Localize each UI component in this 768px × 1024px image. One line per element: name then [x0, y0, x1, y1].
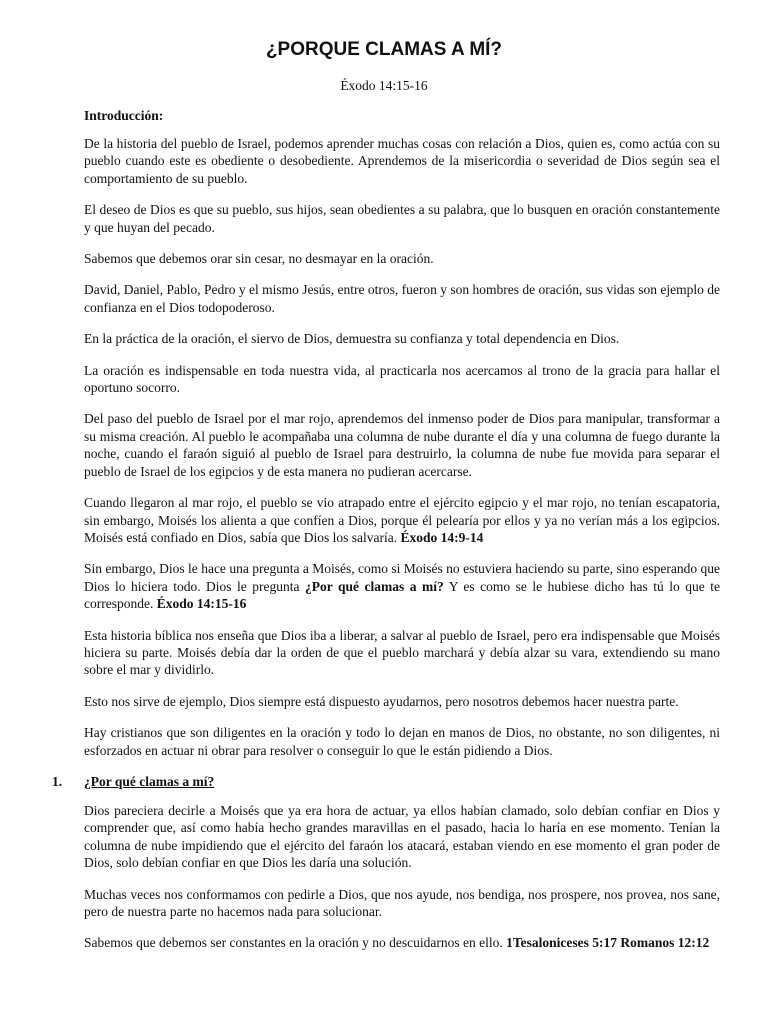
intro-paragraph-8: Cuando llegaron al mar rojo, el pueblo se vio atrapado entre el ejército egipcio y el mar rojo, no tenían escapatoria, sin embargo, Moisés los alienta a que confíen a Dios, porque él pelearía por ellos y ya no verían más a los egipcios. Moisés está confiado en Dios, sabía que Dios los salvaría. Éxodo 14:9-14	[84, 495, 720, 545]
intro-heading: Introducción:	[84, 108, 164, 123]
intro-paragraph-12: Hay cristianos que son diligentes en la oración y todo lo dejan en manos de Dios, no obstante, no son diligentes, ni esforzados en actuar ni obrar para resolver o conseguir lo que le están pidiendo a Dios.	[84, 725, 720, 758]
section-number: 1.	[52, 773, 63, 789]
intro-paragraph-4: David, Daniel, Pablo, Pedro y el mismo Jesús, entre otros, fueron y son hombres de oración, sus vidas son ejemplo de confianza en el Dios todopoderoso.	[84, 282, 720, 315]
section-1-paragraph-2: Muchas veces nos conformamos con pedirle a Dios, que nos ayude, nos bendiga, nos prospere, nos provea, nos sane, pero de nuestra parte no hacemos nada para solucionar.	[84, 886, 720, 919]
section-1-paragraph-3: Sabemos que debemos ser constantes en la oración y no descuidarnos en ello. 1Tesaloniceses 5:17 Romanos 12:12	[84, 935, 710, 951]
intro-paragraph-1: De la historia del pueblo de Israel, podemos aprender muchas cosas con relación a Dios, quien es, como actúa con su pueblo cuando este es obediente o desobediente. Aprendemos de la misericordia o severidad de Dios según sea el comportamiento de su pueblo.	[84, 136, 720, 186]
intro-paragraph-7: Del paso del pueblo de Israel por el mar rojo, aprendemos del inmenso poder de Dios para manipular, transformar a su misma creación. Al pueblo le acompañaba una columna de nube durante el día y una columna de fuego durante la noche, cuando el faraón siguió al pueblo de Israel para destruirlo, la columna de nube fue movida para separar el pueblo de Israel de los egipcios y de esta manera no pudieran acercarse.	[84, 411, 720, 479]
intro-paragraph-10: Esta historia bíblica nos enseña que Dios iba a liberar, a salvar al pueblo de Israel, pero era indispensable que Moisés hiciera su parte. Moisés debía dar la orden de que el pueblo marchará y debía alzar su vara, extendiendo su mano sobre el mar y dividirlo.	[84, 627, 720, 678]
section-1-heading	[52, 773, 720, 790]
quoted-question: ¿Por qué clamas a mí?	[305, 578, 444, 594]
section-1-paragraph-1: Dios pareciera decirle a Moisés que ya era hora de actuar, ya ellos habían clamado, solo debían confiar en Dios y comprender que, así como había hecho grandes maravillas en el pasado, hacia lo haría en ese momento. Tenían la columna de nube impidiendo que el ejército del faraón los atacará, estaban viendo en ese momento el gran poder de Dios, solo debían confiar en que Dios les daría una solución.	[84, 802, 720, 871]
intro-paragraph-3: Sabemos que debemos orar sin cesar, no desmayar en la oración.	[84, 251, 434, 267]
intro-paragraph-2: El deseo de Dios es que su pueblo, sus hijos, sean obedientes a su palabra, que lo busquen en oración constantemente y que huyan del pecado.	[84, 202, 720, 235]
intro-paragraph-5: En la práctica de la oración, el siervo de Dios, demuestra su confianza y total dependencia en Dios.	[84, 331, 620, 347]
scripture-reference: Éxodo 14:15-16	[340, 78, 428, 93]
intro-paragraph-9: Sin embargo, Dios le hace una pregunta a Moisés, como si Moisés no estuviera haciendo su parte, sino esperando que Dios lo hiciera todo. Dios le pregunta ¿Por qué clamas a mí? Y es como se le hubiese dicho has tú lo que te corresponde. Éxodo 14:15-16	[84, 561, 720, 612]
bible-reference: 1Tesaloniceses 5:17 Romanos 12:12	[506, 935, 710, 951]
page-title: ¿PORQUE CLAMAS A MÍ?	[265, 39, 503, 60]
intro-paragraph-11: Esto nos sirve de ejemplo, Dios siempre está dispuesto ayudarnos, pero nosotros debemos hacer nuestra parte.	[84, 693, 679, 709]
section-title: ¿Por qué clamas a mí?	[84, 773, 215, 789]
bible-reference: Éxodo 14:15-16	[156, 596, 247, 612]
intro-paragraph-6: La oración es indispensable en toda nuestra vida, al practicarla nos acercamos al trono de la gracia para hallar el oportuno socorro.	[84, 362, 720, 396]
bible-reference: Éxodo 14:9-14	[400, 529, 484, 545]
